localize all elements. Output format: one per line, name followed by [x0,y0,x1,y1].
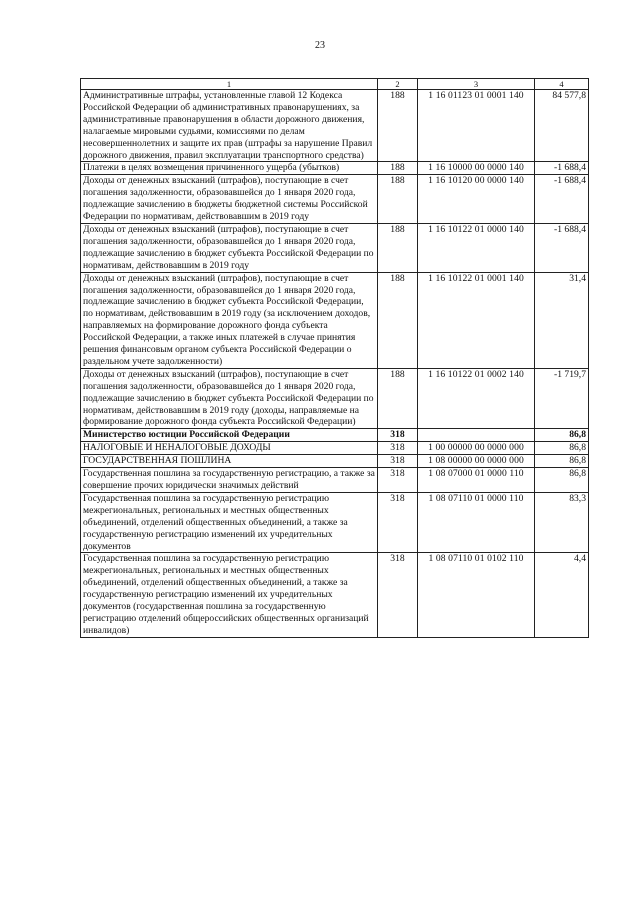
row-classification-code: 1 08 07110 01 0000 110 [418,492,535,553]
table-row [81,175,589,224]
row-amount: 86,8 [535,468,589,493]
row-classification-code: 1 00 00000 00 0000 000 [418,442,535,455]
row-admin-code: 318 [378,468,418,493]
row-classification-code: 1 16 10122 01 0002 140 [418,368,535,429]
table-row [81,492,589,553]
row-amount: 31,4 [535,272,589,368]
row-admin-code: 188 [378,175,418,224]
row-admin-code: 188 [378,162,418,175]
row-classification-code: 1 08 07110 01 0102 110 [418,553,535,637]
row-description: Административные штрафы, установленные главой 12 Кодекса Российской Федерации об административных правонарушениях, за административные правонарушения в области дорожного движения, налагаемые мировыми судьями, комиссиями по делам несовершеннолетних и защите их прав (штрафы за нарушение Правил дорожного движения, правил эксплуатации транспортного средства) [81,90,378,162]
row-description: ГОСУДАРСТВЕННАЯ ПОШЛИНА [81,455,378,468]
column-header-code: 3 [418,79,535,90]
row-description: Государственная пошлина за государственную регистрацию, а также за совершение прочих юридически значимых действий [81,468,378,493]
row-description: Государственная пошлина за государственную регистрацию межрегиональных, региональных и местных общественных объединений, отделений общественных объединений, а также за государственную регистрацию изменений их учредительных документов (государственная пошлина за государственную регистрацию отделений общероссийских общественных организаций инвалидов) [81,553,378,637]
row-amount: -1 719,7 [535,368,589,429]
table-row [81,223,589,272]
table-row [81,429,589,442]
row-admin-code: 188 [378,223,418,272]
table-row [81,272,589,368]
row-description: Доходы от денежных взысканий (штрафов), поступающие в счет погашения задолженности, образовавшейся до 1 января 2020 года, подлежащие зачислению в бюджет субъекта Российской Федерации по нормативам, действовавшим в 2019 году [81,223,378,272]
table-row [81,553,589,637]
row-classification-code: 1 16 10122 01 0000 140 [418,223,535,272]
row-amount: -1 688,4 [535,223,589,272]
row-description: Доходы от денежных взысканий (штрафов), поступающие в счет погашения задолженности, образовавшейся до 1 января 2020 года, подлежащие зачислению в бюджет субъекта Российской Федерации, по нормативам, действовавшим в 2019 году (за исключением доходов, направляемых на формирование дорожного фонда субъекта Российской Федерации, а также иных платежей в случае принятия решения финансовым органом субъекта Российской Федерации о раздельном учете задолженности) [81,272,378,368]
table-row [81,368,589,429]
row-amount: 83,3 [535,492,589,553]
row-classification-code: 1 08 07000 01 0000 110 [418,468,535,493]
table-row [81,468,589,493]
table-row [81,455,589,468]
row-description: Платежи в целях возмещения причиненного ущерба (убытков) [81,162,378,175]
revenue-table [80,78,589,638]
table-row [81,90,589,162]
row-description: Министерство юстиции Российской Федерации [81,429,378,442]
row-amount: 86,8 [535,442,589,455]
row-admin-code: 318 [378,429,418,442]
row-admin-code: 188 [378,90,418,162]
page-number: 23 [315,40,325,51]
table-body [81,90,589,638]
column-header-description: 1 [81,79,378,90]
table-row [81,162,589,175]
column-header-admin: 2 [378,79,418,90]
row-description: Доходы от денежных взысканий (штрафов), поступающие в счет погашения задолженности, образовавшейся до 1 января 2020 года, подлежащие зачислению в бюджет субъекта Российской Федерации по нормативам, действовавшим в 2019 году (доходы, направляемые на формирование дорожного фонда субъекта Российской Федерации) [81,368,378,429]
row-admin-code: 318 [378,442,418,455]
row-classification-code [418,429,535,442]
row-description: НАЛОГОВЫЕ И НЕНАЛОГОВЫЕ ДОХОДЫ [81,442,378,455]
row-classification-code: 1 16 10120 00 0000 140 [418,175,535,224]
row-description: Государственная пошлина за государственную регистрацию межрегиональных, региональных и местных общественных объединений, отделений общественных объединений, а также за государственную регистрацию изменений их учредительных документов [81,492,378,553]
table-header-row [81,79,589,90]
row-admin-code: 318 [378,553,418,637]
row-admin-code: 188 [378,368,418,429]
row-amount: 86,8 [535,429,589,442]
row-classification-code: 1 16 01123 01 0001 140 [418,90,535,162]
row-admin-code: 318 [378,455,418,468]
table-row [81,442,589,455]
row-amount: 84 577,8 [535,90,589,162]
row-amount: 86,8 [535,455,589,468]
row-amount: -1 688,4 [535,175,589,224]
row-amount: -1 688,4 [535,162,589,175]
column-header-amount: 4 [535,79,589,90]
row-admin-code: 188 [378,272,418,368]
row-classification-code: 1 16 10000 00 0000 140 [418,162,535,175]
row-classification-code: 1 16 10122 01 0001 140 [418,272,535,368]
row-description: Доходы от денежных взысканий (штрафов), поступающие в счет погашения задолженности, образовавшейся до 1 января 2020 года, подлежащие зачислению в бюджеты бюджетной системы Российской Федерации по нормативам, действовавшим в 2019 году [81,175,378,224]
row-amount: 4,4 [535,553,589,637]
row-classification-code: 1 08 00000 00 0000 000 [418,455,535,468]
row-admin-code: 318 [378,492,418,553]
